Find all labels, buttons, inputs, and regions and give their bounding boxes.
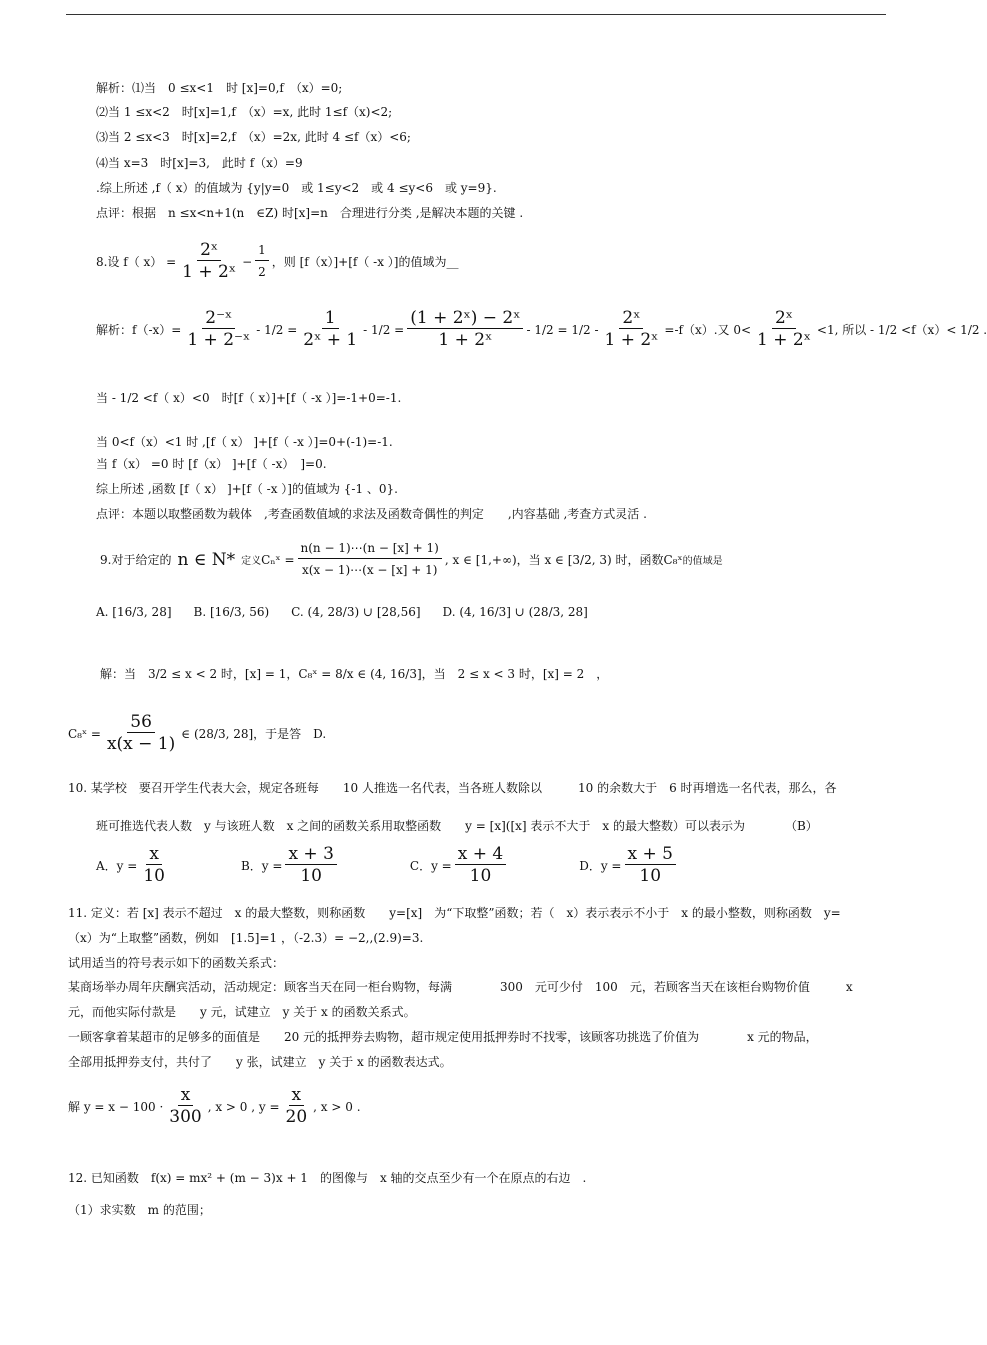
q9-sol2-tail: ∈ (28/3, 28]，于是答 D. — [181, 727, 327, 741]
q9-options — [96, 605, 588, 619]
question-8 — [96, 240, 458, 283]
q8-case-3: 当 f（x） =0 时 [f（x） ]+[f（ -x） ]=0. — [96, 457, 327, 471]
top-rule — [66, 14, 886, 15]
q8-case-2: 当 0<f（x）<1 时 ,[f（ x） ]+[f（ -x ）]=0+(-1)=-1. — [96, 435, 393, 449]
q8-sol-frac5-den: 1 + 2ˣ — [757, 330, 811, 350]
q11-line-7: 全部用抵押券支付，共付了 y 张，试建立 y 关于 x 的函数表达式。 — [68, 1055, 452, 1069]
q8-sol-frac1-num: 2⁻ˣ — [202, 308, 235, 329]
q9-cond: , x ∈ [1,+∞)，当 x ∈ [3/2, 3) 时，函数 — [444, 553, 664, 567]
q10-option-c-num: x + 4 — [455, 844, 506, 865]
q10-stem-1: 10. 某学校 要召开学生代表大会，规定各班每 10 人推选一名代表，当各班人数除以 10 的余数大于 6 时再增选一名代表，那么，各 — [68, 781, 837, 795]
solution-line-3: ⑶当 2 ≤x<3 时[x]=2,f （x）=2x, 此时 4 ≤f（x）<6; — [96, 130, 411, 144]
q11-sol-tail: , x > 0 . — [313, 1099, 361, 1114]
q9-sol2-prefix: C₈ˣ = — [68, 726, 101, 741]
q8-sol-frac3-num: (1 + 2ˣ) − 2ˣ — [407, 308, 523, 329]
q8-prefix: 8.设 f（ x） = — [96, 255, 177, 269]
q10-option-a-label[interactable]: A．y = — [96, 859, 138, 873]
q10-option-b-frac — [285, 844, 336, 887]
q9-sol2-fraction — [104, 712, 178, 755]
q8-sol-frac1 — [184, 308, 253, 351]
q8-sol-frac3-den: 1 + 2ˣ — [438, 330, 493, 350]
q8-num: 2ˣ — [197, 240, 221, 261]
solution-summary: .综上所述 ,f（ x）的值域为 {y|y=0 或 1≤y<2 或 4 ≤y<6 或 y=9}. — [96, 181, 497, 195]
q11-line-6: 一顾客拿着某超市的足够多的面值是 20 元的抵押券去购物，超市规定使用抵押券时不找零，该顾客功挑选了价值为 x 元的物品， — [68, 1030, 818, 1044]
q8-sol-frac4-num: 2ˣ — [619, 308, 643, 329]
q8-den: 1 + 2ˣ — [182, 262, 237, 282]
q11-sol-frac2 — [283, 1085, 311, 1128]
q8-sol-frac1-den: 1 + 2⁻ˣ — [187, 330, 251, 350]
q8-summary: 综上所述 ,函数 [f（ x） ]+[f（ -x ）]的值域为 {-1 、0}. — [96, 482, 398, 496]
q10-option-a-frac — [140, 844, 168, 887]
q8-minus: − — [242, 254, 253, 269]
solution-line-2: ⑵当 1 ≤x<2 时[x]=1,f （x）=x, 此时 1≤f（x)<2; — [96, 105, 393, 119]
q10-option-b-num: x + 3 — [285, 844, 336, 865]
q8-comment: 点评：本题以取整函数为载体 ,考查函数值域的求法及函数奇偶性的判定 ,内容基础 ,考查方式灵活 . — [96, 507, 647, 521]
q9-option-a[interactable]: A. [16/3, 28] — [96, 605, 172, 619]
question-9 — [100, 538, 723, 581]
solution-line-1: 解析：⑴当 0 ≤x<1 时 [x]=0,f （x）=0; — [96, 81, 343, 95]
q10-option-d-frac — [625, 844, 676, 887]
q10-stem-2: 班可推选代表人数 y 与该班人数 x 之间的函数关系用取整函数 y = [x]([x] 表示不大于 x 的最大整数）可以表示为 — [96, 819, 745, 833]
q8-sol-mid4: =-f（x）.又 0< — [664, 323, 752, 337]
q11-line-4: 某商场举办周年庆酬宾活动，活动规定：顾客当天在同一柜台购物，每满 300 元可少付 100 元，若顾客当天在该柜台购物价值 x — [68, 980, 853, 994]
q9-cn: Cₙˣ = — [261, 552, 295, 567]
q9-c8: C₈ˣ — [663, 552, 683, 567]
q9-n-in: n ∈ N* — [177, 549, 236, 570]
solution-comment: 点评：根据 n ≤x<n+1(n ∈Z) 时[x]=n 合理进行分类 ,是解决本题的关键 . — [96, 206, 524, 220]
q8-sol-frac3 — [407, 308, 523, 351]
q9-sol2-num: 56 — [127, 712, 155, 733]
q8-sol-frac5-num: 2ˣ — [772, 308, 796, 329]
q8-sol-mid3: - 1/2 = 1/2 - — [526, 322, 599, 337]
q8-case-1: 当 - 1/2 <f（ x）<0 时[f（ x）]+[f（ -x ）]=-1+0=-1. — [96, 391, 402, 405]
q8-half-den: 2 — [258, 265, 266, 279]
q9-num: n(n − 1)⋯(n − [x] + 1) — [298, 538, 442, 559]
q8-sol-frac2-den: 2ˣ + 1 — [303, 330, 358, 350]
q8-sol-tail: <1, 所以 - 1/2 <f（x）< 1/2 . — [816, 323, 987, 337]
q9-solution-1: 解：当 3/2 ≤ x < 2 时，[x] = 1，C₈ˣ = 8/x ∈ (4, 16/3]，当 2 ≤ x < 3 时，[x] = 2 ， — [100, 667, 609, 681]
q8-sol-prefix: 解析：f（-x）= — [96, 323, 182, 337]
q11-line-2: （x）为“上取整”函数，例如 [1.5]=1 ，（-2.3）= −2,,(2.9)=3. — [68, 931, 424, 945]
q9-option-d[interactable]: D. (4, 16/3] ∪ (28/3, 28] — [442, 605, 588, 619]
q11-sol-frac2-den: 20 — [285, 1107, 308, 1127]
q11-sol-prefix: 解 y = x − 100 · — [68, 1100, 164, 1114]
q8-suffix: ，则 [f（x）]+[f（ -x ）]的值域为__ — [271, 255, 459, 269]
q8-fraction — [179, 240, 239, 283]
q8-half-num: 1 — [255, 240, 269, 261]
q9-option-b[interactable]: B. [16/3, 56) — [193, 605, 270, 619]
q9-tail: 的值域是 — [682, 556, 723, 567]
q10-option-c-den: 10 — [469, 866, 492, 886]
q12-stem: 12. 已知函数 f(x) = mx² + (m − 3)x + 1 的图像与 x 轴的交点至少有一个在原点的右边 . — [68, 1171, 587, 1185]
q12-part-1: （1）求实数 m 的范围； — [68, 1203, 211, 1217]
q11-solution — [68, 1085, 361, 1128]
q8-half — [255, 240, 269, 283]
q8-solution — [96, 308, 987, 351]
q9-prefix: 9.对于给定的 — [100, 553, 172, 567]
q8-sol-frac2 — [300, 308, 360, 351]
q9-den: x(x − 1)⋯(x − [x] + 1) — [301, 563, 438, 577]
q9-option-c[interactable]: C. (4, 28/3) ∪ [28,56] — [291, 605, 421, 619]
q9-sol2-den: x(x − 1) — [106, 734, 176, 754]
q11-line-1: 11. 定义：若 [x] 表示不超过 x 的最大整数，则称函数 y=[x] 为“下取整”函数；若（ x）表示表示不小于 x 的最小整数，则称函数 y= — [68, 906, 841, 920]
q10-option-b-den: 10 — [300, 866, 322, 886]
solution-line-4: ⑷当 x=3 时[x]=3, 此时 f（x）=9 — [96, 156, 303, 170]
q10-option-d-label[interactable]: D．y = — [579, 859, 622, 873]
q10-option-c-frac — [455, 844, 506, 887]
q10-option-d-num: x + 5 — [625, 844, 676, 865]
q11-line-5: 元，而他实际付款是 y 元，试建立 y 关于 x 的函数关系式。 — [68, 1005, 416, 1019]
q11-line-3: 试用适当的符号表示如下的函数关系式： — [68, 956, 285, 970]
q8-sol-frac2-num: 1 — [322, 308, 339, 329]
q9-fraction — [298, 538, 442, 581]
q11-sol-mid: , x > 0 , y = — [207, 1099, 280, 1114]
q10-option-d-den: 10 — [639, 866, 662, 886]
q10-option-b-label[interactable]: B．y = — [240, 859, 283, 873]
q11-sol-frac1-num: x — [178, 1085, 194, 1106]
q8-sol-mid2: - 1/2 = — [363, 322, 405, 337]
q8-sol-frac5 — [754, 308, 814, 351]
q10-answer: （B） — [784, 819, 818, 833]
q8-sol-frac4-den: 1 + 2ˣ — [604, 330, 659, 350]
q11-sol-frac2-num: x — [289, 1085, 305, 1106]
q11-sol-frac1 — [166, 1085, 204, 1128]
q8-sol-frac4 — [602, 308, 662, 351]
q10-stem-2-row — [96, 817, 818, 834]
q10-options — [96, 844, 679, 887]
q10-option-a-num: x — [146, 844, 162, 865]
q10-option-c-label[interactable]: C．y = — [409, 859, 452, 873]
q10-option-a-den: 10 — [143, 866, 165, 886]
q9-def-label: 定义 — [241, 556, 262, 567]
q9-solution-2 — [68, 712, 326, 755]
q11-sol-frac1-den: 300 — [169, 1107, 202, 1127]
q8-sol-mid1: - 1/2 = — [256, 322, 298, 337]
